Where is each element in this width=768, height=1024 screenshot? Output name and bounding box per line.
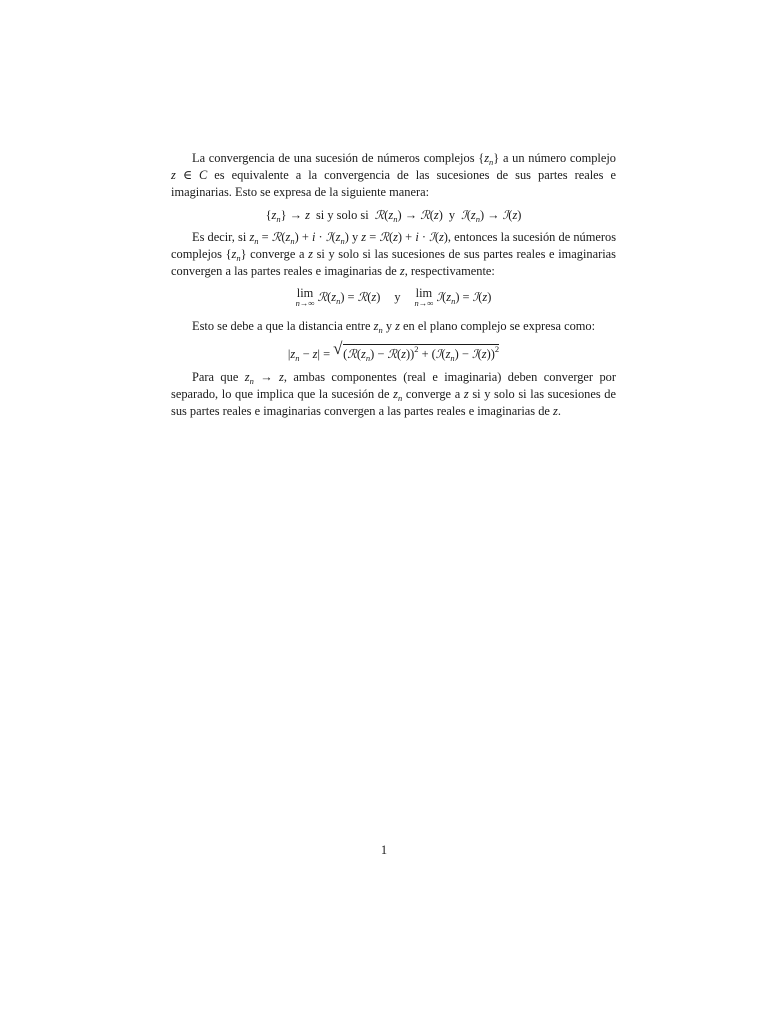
paragraph-intro: La convergencia de una sucesión de números complejos $\{z_n\}$ a un número complejo z ∈ C es equivalente a la convergencia de las sucesiones de sus partes reales e imaginarias. Esto se expresa de la siguiente manera: xyxy=(171,151,616,199)
limit-operator-real: lim n→∞ xyxy=(295,285,315,308)
equation-convergence-equivalence: $\{z_n\} \to z$ si y solo si $ℛ(z_n)$ → ℛ(z) y $ℐ(z_n)$ → ℐ(z) xyxy=(265,208,522,225)
paragraph-conclusion: Para que $z_n \to z$, ambas componentes (real e imaginaria) deben converger por separado, lo que implica que la sucesión de $z_n$ converge a z si y solo si las sucesiones de sus partes reales e imaginarias convergen a las partes reales e imaginarias de z. xyxy=(171,370,616,418)
paragraph-decomposition: Es decir, si $z_n$ = $ℛ(z_n) + i$ · $ℐ(z_n)$ y z = ℛ(z) + i · ℐ(z), entonces la sucesión de números complejos $\{z_n\}$ converge a z si y solo si las sucesiones de sus partes reales e imaginarias convergen a las partes reales e imaginarias de z, respectivamente: xyxy=(171,230,617,278)
paragraph-distance: Esto se debe a que la distancia entre $z_n$ y z en el plano complejo se expresa como: xyxy=(192,318,596,335)
equation-distance: $|z_n - z|$ = √ ($ℛ(z_n)$ − ℛ(z))$^2$ + ($ℐ(z_n)$ − ℐ(z))$^2$ xyxy=(287,339,500,364)
equation-limits: lim n→∞ $ℛ(z_n)$ = ℛ(z) y lim n→∞ $ℐ(z_n)$ = ℐ(z) xyxy=(295,285,492,308)
square-root: √ ($ℛ(z_n)$ − ℛ(z))$^2$ + ($ℐ(z_n)$ − ℐ(z))$^2$ xyxy=(333,339,500,364)
document-body xyxy=(171,150,616,420)
limit-operator-imaginary: lim n→∞ xyxy=(414,285,434,308)
page-number: 1 xyxy=(380,843,388,857)
sqrt-icon: √ xyxy=(333,339,343,359)
